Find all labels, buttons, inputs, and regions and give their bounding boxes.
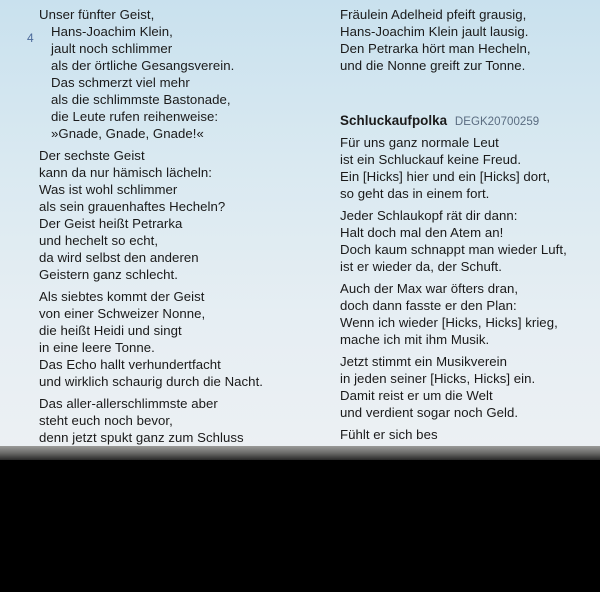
verse-line: Was ist wohl schlimmer: [39, 182, 178, 197]
verse-line: von einer Schweizer Nonne,: [39, 306, 206, 321]
verse-line: als die schlimmste Bastonade,: [51, 92, 231, 107]
stanza: [39, 6, 309, 142]
verse-line: als der örtliche Gesangsverein.: [51, 58, 235, 73]
verse-line: Jetzt stimmt ein Musikverein: [340, 354, 508, 369]
verse-line: Das aller-allerschlimmste aber: [39, 396, 218, 411]
verse-line: Ein [Hicks] hier und ein [Hicks] dort,: [340, 169, 551, 184]
verse-line: ist er wieder da, der Schuft.: [340, 259, 502, 274]
song-code: DEGK20700259: [454, 116, 540, 128]
verse-line: Damit reist er um die Welt: [340, 388, 493, 403]
verse-line: Auch der Max war öfters dran,: [340, 281, 519, 296]
verse-line: Das Echo hallt verhundertfacht: [39, 357, 221, 372]
verse-line: jault noch schlimmer: [51, 41, 173, 56]
verse-line: so geht das in einem fort.: [340, 186, 490, 201]
stanza: [340, 134, 590, 202]
verse-line: mache ich mit ihm Musik.: [340, 332, 490, 347]
verse-line: Das schmerzt viel mehr: [51, 75, 190, 90]
verse-line: Fühlt er sich bes: [340, 427, 438, 442]
stanza: [340, 207, 590, 275]
verse-line: ist ein Schluckauf keine Freud.: [340, 152, 522, 167]
right-column: [340, 6, 590, 443]
verse-line: in jeden seiner [Hicks, Hicks] ein.: [340, 371, 536, 386]
verse-line: die Leute rufen reihenweise:: [51, 109, 219, 124]
verse-line: Geistern ganz schlecht.: [39, 267, 178, 282]
stanza: [340, 353, 590, 421]
verse-line: doch dann fasste er den Plan:: [340, 298, 517, 313]
verse-line: Unser fünfter Geist,: [39, 7, 155, 22]
stanza: [39, 288, 309, 390]
verse-line: Wenn ich wieder [Hicks, Hicks] krieg,: [340, 315, 558, 330]
verse-line: da wird selbst den anderen: [39, 250, 199, 265]
verse-line: als sein grauenhaftes Hecheln?: [39, 199, 226, 214]
verse-line: Doch kaum schnappt man wieder Luft,: [340, 242, 567, 257]
verse-line: Den Petrarka hört man Hecheln,: [340, 41, 531, 56]
song-title: [340, 112, 590, 131]
verse-line: denn jetzt spukt ganz zum Schluss: [39, 430, 244, 445]
line-number: 4: [27, 31, 34, 45]
verse-line: Der Geist heißt Petrarka: [39, 216, 183, 231]
verse-line: und verdient sogar noch Geld.: [340, 405, 519, 420]
stanza: [39, 395, 309, 446]
stanza: [340, 280, 590, 348]
verse-line: Fräulein Adelheid pfeift grausig,: [340, 7, 527, 22]
verse-line: Hans-Joachim Klein,: [51, 24, 173, 39]
verse-line: Als siebtes kommt der Geist: [39, 289, 205, 304]
verse-line: Der sechste Geist: [39, 148, 145, 163]
verse-line: »Gnade, Gnade, Gnade!«: [51, 126, 204, 141]
verse-line: Hans-Joachim Klein jault lausig.: [340, 24, 529, 39]
stanza: [340, 426, 590, 443]
verse-line: und hechelt so echt,: [39, 233, 159, 248]
verse-line: in eine leere Tonne.: [39, 340, 155, 355]
verse-line: und wirklich schaurig durch die Nacht.: [39, 374, 263, 389]
verse-line: Für uns ganz normale Leut: [340, 135, 499, 150]
verse-line: und die Nonne greift zur Tonne.: [340, 58, 526, 73]
page-bottom-edge: [0, 446, 600, 460]
stanza: [340, 6, 590, 74]
left-column: [39, 6, 309, 446]
verse-line: steht euch noch bevor,: [39, 413, 173, 428]
verse-line: kann da nur hämisch lächeln:: [39, 165, 212, 180]
verse-line: Halt doch mal den Atem an!: [340, 225, 504, 240]
stanza: [39, 147, 309, 283]
verse-line: Jeder Schlaukopf rät dir dann:: [340, 208, 518, 223]
verse-line: die heißt Heidi und singt: [39, 323, 182, 338]
song-title-name: Schluckaufpolka: [340, 113, 448, 128]
